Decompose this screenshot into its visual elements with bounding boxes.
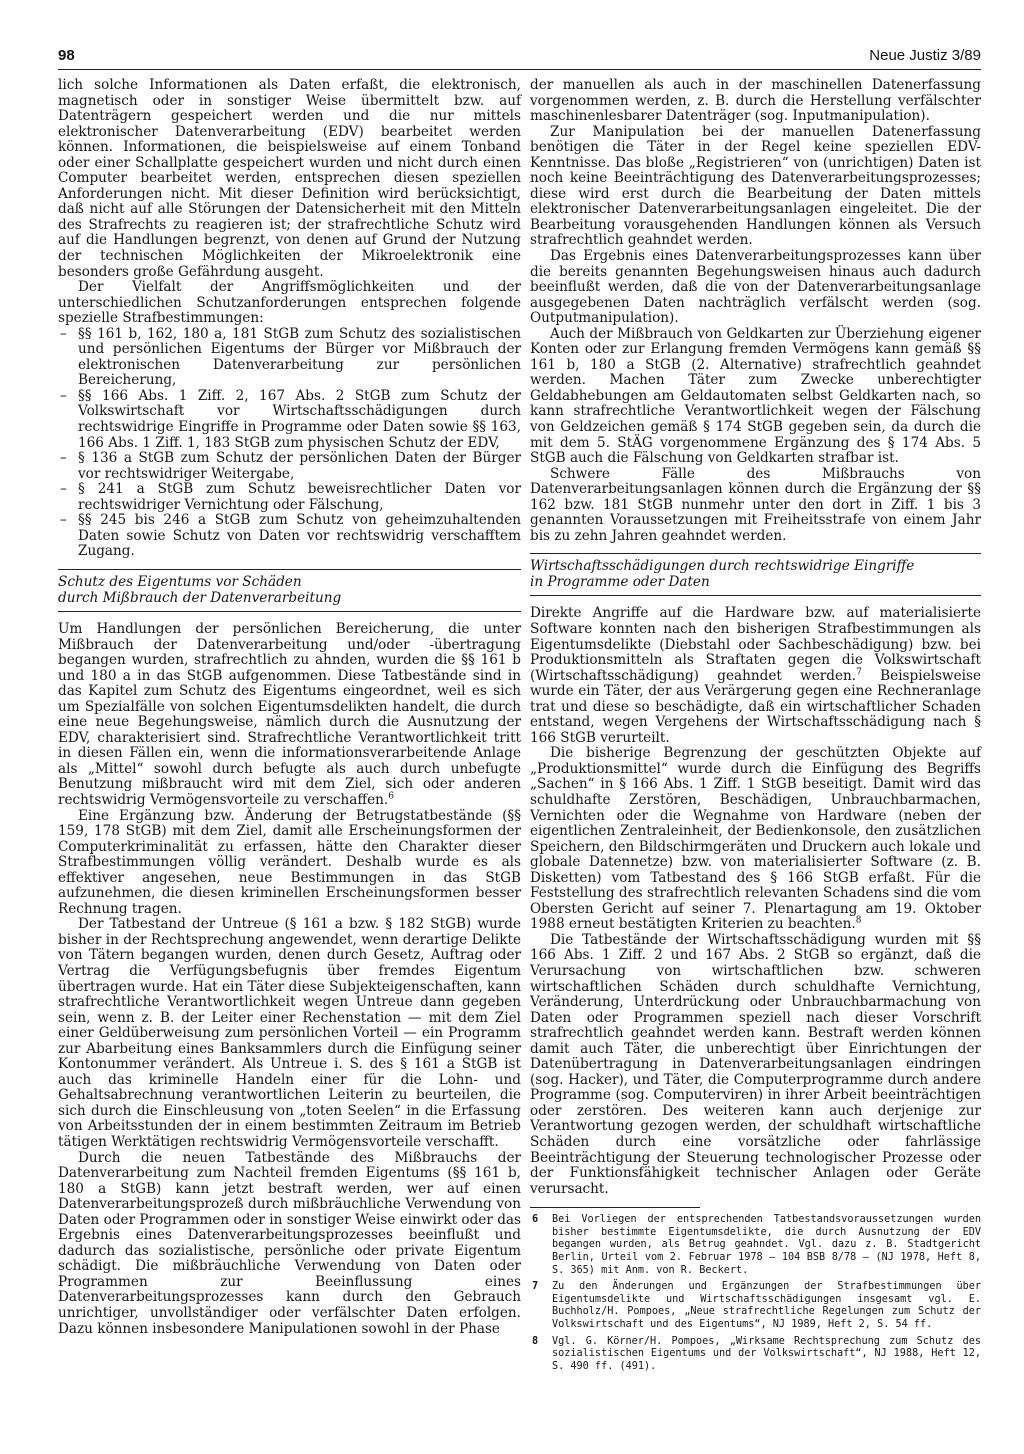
section-heading-line: Wirtschaftsschädigungen durch rechtswidrige Eingriffe [530, 558, 915, 575]
paragraph: Der Tatbestand der Untreue (§ 161 a bzw. § 182 StGB) wurde bisher in der Rechtsprechung angewendet, wenn derartige Delikte von Tätern begangen wurden, denen durch Gesetz, Auftrag oder Vertrag die Verfügungsbefugnis über fremdes Eigentum übertragen wurde. Hat ein Täter diese Subjekteigenschaften, kann strafrechtliche Verantwortlichkeit wegen Untreue dann gegeben sein, wenn z. B. der Leiter einer Rechenstation — mit dem Ziel einer Geldüberweisung zum persönlichen Vorteil — ein Programm zur Abarbeitung eines Banksammlers durch die Einfügung seiner Kontonummer verändert. Als Untreue i. S. des § 161 a StGB ist auch das kriminelle Handeln einer für die Lohn- und Gehaltsabrechnung verantwortlichen Leiterin zu beurteilen, die sich durch die Einschleusung von „toten Seelen“ in die Erfassung von Arbeitsstunden der in einem bestimmten Zeitraum im Betrieb tätigen Werktätigen rechtswidrig Vermögensvorteile verschafft. [58, 916, 521, 1150]
footnote-text: Bei Vorliegen der entsprechenden Tatbestandsvoraussetzungen wurden bisher bestimmte Eigentumsdelikte, die durch Ausnutzung der EDV begangen wurden, als Betrug geahndet. Vgl. dazu z. B. Stadtgericht Berlin, Urteil vom 2. Februar 1978 — 104 BSB 8/78 — (NJ 1978, Heft 8, S. 365) mit Anm. von R. Beckert. [552, 1214, 981, 1276]
list-item: – §§ 245 bis 246 a StGB zum Schutz von geheimzuhaltenden Daten sowie Schutz von Daten vor rechtswidrig verschafftem Zugang. [58, 513, 521, 560]
paragraph: Auch der Mißbrauch von Geldkarten zur Überziehung eigener Konten oder zur Erlangung fremden Vermögens kann gemäß §§ 161 b, 180 a StGB (2. Alternative) strafrechtlich geahndet werden. Machen Täter zum Zwecke unberechtigter Geldabhebungen am Geldautomaten selbst Geldkarten nach, so kann strafrechtliche Verantwortlichkeit wegen der Fälschung von Geldzeichen gemäß § 174 StGB gegeben sein, da durch die mit dem 5. StÄG vorgenommene Ergänzung des § 174 Abs. 5 StGB auch die Fälschung von Geldkarten strafbar ist. [530, 325, 981, 467]
page-number: 98 [58, 47, 75, 64]
footnote [530, 1336, 981, 1374]
footnote-number: 7 [532, 1281, 539, 1293]
footnote-divider [530, 1207, 700, 1208]
footnote [530, 1214, 981, 1277]
paragraph [530, 746, 981, 933]
paragraph [530, 606, 981, 746]
statute-list [58, 327, 521, 560]
page-header [58, 47, 981, 71]
footnote-ref: 6 [388, 791, 394, 802]
section-heading [530, 553, 981, 596]
footnote-number: 6 [532, 1214, 539, 1226]
paragraph: Durch die neuen Tatbestände des Mißbrauchs der Datenverarbeitung zum Nachteil fremden Eigentums (§§ 161 b, 180 a StGB) kann jetzt bestraft werden, wer auf einen Datenverarbeitungsprozeß durch mißbräuchliche Verwendung von Daten oder Programmen oder in sonstiger Weise einwirkt oder das Ergebnis eines Datenverarbeitungsprozesses beeinflußt und dadurch das sozialistische, persönliche oder private Eigentum schädigt. Die mißbräuchliche Verwendung von Daten oder Programmen zur Beeinflussung eines Datenverarbeitungsprozesses kann durch den Gebrauch unrichtiger, unvollständiger oder verfälschter Daten erfolgen. Dazu können insbesondere Manipulationen sowohl in der Phase [58, 1149, 521, 1337]
paragraph-text: Um Handlungen der persönlichen Bereicherung, die unter Mißbrauch der Datenverarbeitung und/oder -übertragung begangen wurden, strafrechtlich zu ahnden, wurden die §§ 161 b und 180 a in das StGB aufgenommen. Diese Tatbestände sind in das Kapitel zum Schutz des Eigentums eingeordnet, weil es sich um Spezialfälle von solchen Eigentumsdelikten handelt, die durch eine neue Begehungsweise, nämlich durch die Ausnutzung der EDV, charakterisiert sind. Strafrechtliche Verantwortlichkeit tritt in diesen Fällen ein, wenn die informationsverarbeitende Anlage als „Mittel“ sowohl durch befugte als auch durch unbefugte Benutzung mißbraucht wird mit dem Ziel, sich oder anderen rechtswidrig Vermögensvorteile zu verschaffen. [58, 620, 521, 808]
footnote-text: Vgl. G. Körner/H. Pompoes, „Wirksame Rechtsprechung zum Schutz des sozialistischen Eigentums und der Volkswirtschaft“, NJ 1988, Heft 12, S. 490 ff. (491). [552, 1335, 981, 1372]
paragraph [58, 622, 521, 809]
paragraph: Die Tatbestände der Wirtschaftsschädigung wurden mit §§ 166 Abs. 1 Ziff. 2 und 167 Abs. 2 StGB so ergänzt, daß die Verursachung von wirtschaftlichen bzw. schweren wirtschaftlichen Schäden durch schuldhafte Vernichtung, Veränderung, Unterdrückung oder Unbrauchbarmachung von Daten oder Programmen speziell nach dieser Vorschrift strafrechtlich geahndet werden kann. Bestraft werden können damit auch Täter, die unberechtigt über Einrichtungen der Datenübertragung in Datenverarbeitungsanlagen eindringen (sog. Hacker), und Täter, die Computerprogramme durch andere Programme (sog. Computerviren) in ihrer Arbeit beeinträchtigen oder zerstören. Des weiteren kann auch derjenige zur Verantwortung gezogen werden, der schuldhaft wirtschaftliche Schäden durch eine vorsätzliche oder fahrlässige Beeinträchtigung der Steuerung technologischer Prozesse oder der Funktionsfähigkeit technischer Anlagen oder Geräte verursacht. [530, 931, 981, 1197]
paragraph: Zur Manipulation bei der manuellen Datenerfassung benötigen die Täter in der Regel keine speziellen EDV-Kenntnisse. Das bloße „Registrieren“ von (unrichtigen) Daten ist noch keine Beeinträchtigung des Datenverarbeitungsprozesses; diese wird erst durch die Bearbeitung der Daten mittels elektronischer Datenverarbeitungsanlagen eingeleitet. Die der Bearbeitung vorausgehenden Handlungen können als Versuch strafrechtlich geahndet werden. [530, 123, 981, 249]
paragraph-text: Die bisherige Begrenzung der geschützten Objekte auf „Produktionsmittel“ wurde durch die Einfügung des Begriffs „Sachen“ in § 166 Abs. 1 Ziff. 1 StGB beseitigt. Damit wird das schuldhafte Zerstören, Beschädigen, Unbrauchbarmachen, Vernichten oder die Wegnahme von Hardware (neben der eigentlichen Zentraleinheit, der Bedienkonsole, den zusätzlichen Speichern, den Bildschirmgeräten und Druckern auch lokale und globale Datennetze) bzw. von materialisierter Software (z. B. Disketten) vom Tatbestand des § 166 StGB erfaßt. Für die Feststellung des strafrechtlich relevanten Schadens sind die vom Obersten Gericht auf seiner 7. Plenartagung am 19. Oktober 1988 erneut bestätigten Kriterien zu beachten. [530, 745, 981, 933]
list-item: – § 241 a StGB zum Schutz beweisrechtlicher Daten vor rechtswidriger Vernichtung oder Fälschung, [58, 482, 521, 513]
journal-issue: Neue Justiz 3/89 [869, 47, 981, 64]
paragraph: der manuellen als auch in der maschinellen Datenerfassung vorgenommen werden, z. B. durch die Herstellung verfälschter maschinenlesbarer Datenträger (sog. Inputmanipulation). [530, 77, 981, 125]
left-column [58, 78, 521, 1337]
paragraph: Der Vielfalt der Angriffsmöglichkeiten und der unterschiedlichen Schutzanforderungen entsprechen folgende spezielle Strafbestimmungen: [58, 279, 521, 327]
list-item: – §§ 166 Abs. 1 Ziff. 2, 167 Abs. 2 StGB zum Schutz der Volkswirtschaft vor Wirtschaftsschädigungen durch rechtswidrige Eingriffe in Programme oder Daten sowie §§ 163, 166 Abs. 1 Ziff. 1, 183 StGB zum physischen Schutz der EDV, [58, 389, 521, 451]
footnote-number: 8 [532, 1335, 539, 1347]
paragraph: Schwere Fälle des Mißbrauchs von Datenverarbeitungsanlagen können durch die Ergänzung der §§ 162 bzw. 181 StGB nunmehr unter den dort in Ziff. 1 bis 3 genannten Voraussetzungen mit Freiheitsstrafe von einem Jahr bis zu zehn Jahren geahndet werden. [530, 465, 981, 544]
list-item: – § 136 a StGB zum Schutz der persönlichen Daten der Bürger vor rechtswidriger Weitergabe, [58, 451, 521, 482]
section-heading-line: in Programme oder Daten [530, 574, 710, 591]
paragraph: Das Ergebnis eines Datenverarbeitungsprozesses kann über die bereits genannten Begehungsweisen hinaus auch dadurch beeinflußt werden, daß die von der Datenverarbeitungsanlage ausgegebenen Daten nachträglich verfälscht werden (sog. Outputmanipulation). [530, 248, 981, 327]
paragraph: Eine Ergänzung bzw. Änderung der Betrugstatbestände (§§ 159, 178 StGB) mit dem Ziel, damit alle Erscheinungsformen der Computerkriminalität zu erfassen, hätte den Charakter dieser Strafbestimmungen völlig verändert. Deshalb wurde es als effektiver angesehen, neue Bestimmungen in das StGB aufzunehmen, die diesen kriminellen Erscheinungsformen besser Rechnung tragen. [58, 807, 521, 917]
footnote-ref: 8 [855, 915, 862, 926]
section-heading [58, 569, 521, 612]
header-divider [58, 69, 981, 70]
footnote-ref: 7 [856, 667, 862, 678]
section-heading-line: durch Mißbrauch der Datenverarbeitung [58, 589, 342, 606]
footnote-text: Zu den Änderungen und Ergänzungen der Strafbestimmungen über Eigentumsdelikte und Wirtschaftsschädigungen insgesamt vgl. E. Buchholz/H. Pompoes, „Neue strafrechtliche Regelungen zum Schutz der Volkswirtschaft und des Eigentums“, NJ 1989, Heft 2, S. 54 ff. [552, 1281, 981, 1330]
right-column [530, 78, 981, 1377]
paragraph: lich solche Informationen als Daten erfaßt, die elektronisch, magnetisch oder in sonstiger Weise übermittelt bzw. auf Datenträgern gespeichert werden und die nur mittels elektronischer Datenverarbeitung (EDV) bearbeitet werden können. Informationen, die beispielsweise auf einem Tonband oder einer Schallplatte gespeichert wurden und nicht durch einen Computer bearbeitet werden, entsprechen diesen speziellen Anforderungen nicht. Mit dieser Definition wird berücksichtigt, daß nicht auf alle Störungen der Datensicherheit mit den Mitteln des Strafrechts zu reagieren ist; der strafrechtliche Schutz wird auf die Handlungen begrenzt, von denen auf Grund der Nutzung der technischen Möglichkeiten der Mikroelektronik eine besonders große Gefährdung ausgeht. [58, 77, 521, 280]
list-item: – §§ 161 b, 162, 180 a, 181 StGB zum Schutz des sozialistischen und persönlichen Eigentums der Bürger vor Mißbrauch der elektronischen Datenverarbeitung zur persönlichen Bereicherung, [58, 327, 521, 389]
paragraph-text: Direkte Angriffe auf die Hardware bzw. auf materialisierte Software konnten nach den bisherigen Strafbestimmungen als Eigentumsdelikte (Diebstahl oder Sachbeschädigung) bzw. bei Produktionsmitteln als Straftaten gegen die Volkswirtschaft (Wirtschaftsschädigung) geahndet werden. [530, 605, 981, 684]
section-heading-line: Schutz des Eigentums vor Schäden [58, 573, 302, 590]
paragraph-text: Beispielsweise wurde ein Täter, der aus Verärgerung gegen eine Rechneranlage trat und diese so beschädigte, daß ein wirtschaftlicher Schaden entstand, wegen Vergehens der Wirtschaftsschädigung nach § 166 StGB verurteilt. [530, 667, 981, 746]
footnote [530, 1281, 981, 1331]
